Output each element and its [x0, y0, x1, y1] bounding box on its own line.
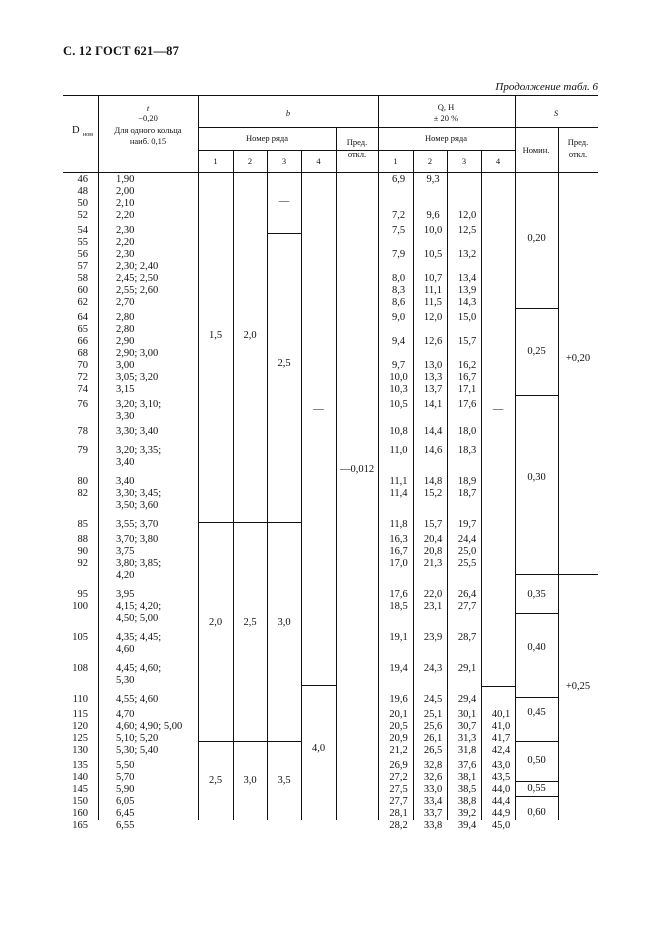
- s-nominal: 0,55: [527, 783, 546, 794]
- b-dash: —: [278, 196, 290, 207]
- t-cell: 5,90: [116, 784, 135, 795]
- q-cell: 17,6: [457, 399, 477, 410]
- q-cell: 8,0: [391, 273, 406, 284]
- t-cell: 5,30; 5,40: [116, 745, 159, 756]
- t-cell: 2,80: [116, 324, 135, 335]
- dnom-cell: 54: [77, 225, 88, 236]
- t-cell: 2,45; 2,50: [116, 273, 159, 284]
- dnom-cell: 48: [77, 186, 88, 197]
- s-nominal: 0,40: [527, 642, 546, 653]
- t-cell: 6,55: [116, 820, 135, 831]
- b-series-num-1: 1: [213, 156, 218, 166]
- q-cell: 8,3: [391, 285, 406, 296]
- t-cell: 3,15: [116, 384, 135, 395]
- q-cell: 10,5: [389, 399, 408, 410]
- t-header-desc: Для одного кольца наиб. 0,15: [114, 125, 182, 146]
- b-value: 2,5: [243, 617, 257, 628]
- t-cell: 2,20: [116, 237, 135, 248]
- q-cell: 12,6: [423, 336, 443, 347]
- b-value: 2,0: [208, 617, 223, 628]
- q-cell: 41,7: [491, 733, 511, 744]
- q-cell: 45,0: [491, 820, 511, 831]
- s-nominal: 0,35: [527, 589, 546, 600]
- b-value: 2,5: [208, 775, 223, 786]
- q-cell: 44,9: [491, 808, 511, 819]
- t-cell: 4,55; 4,60: [116, 694, 159, 705]
- q-row-number: Номер ряда: [424, 133, 467, 143]
- b-series-num-2: 2: [247, 156, 253, 166]
- dnom-cell: 55: [77, 237, 88, 248]
- q-cell: 16,7: [457, 372, 477, 383]
- t-cell: 5,70: [116, 772, 135, 783]
- s-group-rule: [515, 574, 558, 575]
- dnom-cell: 58: [77, 273, 88, 284]
- q-cell: 24,4: [457, 534, 477, 545]
- q-cell: 11,0: [389, 445, 408, 456]
- q-cell: 38,1: [457, 772, 477, 783]
- q-cell: 19,6: [389, 694, 408, 705]
- q-cell: 43,5: [491, 772, 511, 783]
- q-cell: 28,2: [389, 820, 408, 831]
- q-cell: 19,4: [389, 663, 408, 674]
- s-header: S: [553, 108, 559, 118]
- dnom-header: D: [72, 125, 80, 136]
- dnom-cell: 85: [77, 519, 88, 530]
- dnom-cell: 100: [72, 601, 88, 612]
- dnom-cell: 130: [72, 745, 88, 756]
- t-cell: 6,45: [116, 808, 135, 819]
- q-cell: 9,0: [391, 312, 406, 323]
- q-cell: 26,9: [389, 760, 408, 771]
- dnom-cell: 135: [72, 760, 88, 771]
- dnom-cell: 82: [77, 488, 88, 499]
- dnom-cell: 120: [72, 721, 88, 732]
- q-cell: 18,7: [457, 488, 477, 499]
- t-cell: 3,05; 3,20: [116, 372, 159, 383]
- q-cell: 30,7: [457, 721, 477, 732]
- dnom-cell: 66: [77, 336, 88, 347]
- q-cell: 42,4: [491, 745, 511, 756]
- q-cell: 13,3: [423, 372, 443, 383]
- dnom-cell: 125: [72, 733, 88, 744]
- q-cell: 15,0: [457, 312, 477, 323]
- t-cell: 4,60; 4,90; 5,00: [116, 721, 183, 732]
- q-cell: 20,8: [423, 546, 443, 557]
- q-cell: 17,6: [389, 589, 408, 600]
- dnom-cell: 50: [77, 198, 88, 209]
- q-cell: 17,1: [457, 384, 477, 395]
- q-cell: 14,3: [457, 297, 477, 308]
- t-cell: 3,30; 3,45;: [116, 488, 162, 499]
- t-cell: 3,40: [116, 476, 135, 487]
- dnom-header-sub: ном: [83, 132, 93, 138]
- q-cell: 13,4: [457, 273, 477, 284]
- t-cell-cont: 4,50; 5,00: [116, 613, 159, 624]
- q-cell: 13,7: [423, 384, 443, 395]
- dnom-cell: 92: [77, 558, 88, 569]
- s-nominal: 0,25: [527, 346, 546, 357]
- t-cell: 2,90: [116, 336, 135, 347]
- dnom-cell: 79: [77, 445, 88, 456]
- q-cell: 24,5: [423, 694, 443, 705]
- q-cell: 37,6: [457, 760, 477, 771]
- q-cell: 13,0: [423, 360, 443, 371]
- t-cell: 4,15; 4,20;: [116, 601, 162, 612]
- q-series-num-4: 4: [495, 156, 501, 166]
- b-value: 3,0: [277, 617, 291, 628]
- q-cell: 18,5: [389, 601, 408, 612]
- dnom-cell: 52: [77, 210, 88, 221]
- q-cell: 16,7: [389, 546, 408, 557]
- q-cell: 13,9: [457, 285, 477, 296]
- q-cell: 11,5: [424, 297, 442, 308]
- b-value: 3,0: [243, 775, 257, 786]
- t-cell: 2,80: [116, 312, 135, 323]
- dnom-cell: 110: [72, 694, 88, 705]
- t-cell: 5,50: [116, 760, 135, 771]
- q-cell: 33,7: [423, 808, 443, 819]
- dnom-cell: 65: [77, 324, 88, 335]
- b-header-symbol: b: [285, 108, 291, 118]
- q-cell: 26,5: [423, 745, 443, 756]
- b-group-rule: [198, 741, 301, 742]
- b-value: 2,5: [277, 358, 291, 369]
- t-cell: 2,70: [116, 297, 135, 308]
- b-group-rule: [301, 685, 336, 686]
- q-cell: 9,3: [426, 174, 440, 185]
- q-cell: 8,6: [391, 297, 406, 308]
- table-top-rule: [63, 95, 598, 96]
- t-cell: 2,00: [116, 186, 135, 197]
- q-cell: 29,4: [457, 694, 477, 705]
- q-cell: 9,6: [426, 210, 440, 221]
- s-tolerance: +0,20: [565, 353, 591, 364]
- q-cell: 39,4: [457, 820, 477, 831]
- t-header-symbol: t: [146, 103, 150, 113]
- q-cell: 14,1: [423, 399, 443, 410]
- dnom-cell: 74: [77, 384, 88, 395]
- q-cell: 31,3: [457, 733, 477, 744]
- s-nomin-header: Номин.: [522, 145, 550, 155]
- dnom-cell: 88: [77, 534, 88, 545]
- t-cell: 3,75: [116, 546, 135, 557]
- dnom-cell: 105: [72, 632, 88, 643]
- b-value: 4,0: [311, 743, 326, 754]
- column-rule: [301, 150, 302, 820]
- q-cell: 9,7: [391, 360, 406, 371]
- s-group-rule: [515, 308, 558, 309]
- q-cell: 10,3: [389, 384, 408, 395]
- q-cell: 24,3: [423, 663, 443, 674]
- s-group-rule: [515, 613, 558, 614]
- q-cell: 38,5: [457, 784, 477, 795]
- t-cell: 2,55; 2,60: [116, 285, 159, 296]
- dnom-cell: 64: [77, 312, 88, 323]
- q-cell: 25,6: [423, 721, 443, 732]
- q-cell: 23,9: [423, 632, 443, 643]
- dnom-cell: 140: [72, 772, 88, 783]
- t-cell: 4,70: [116, 709, 135, 720]
- t-cell: 3,30; 3,40: [116, 426, 159, 437]
- t-cell: 3,95: [116, 589, 135, 600]
- q-series-num-3: 3: [461, 156, 467, 166]
- b-pred-otkl: Пред. откл.: [346, 137, 368, 159]
- s-group-rule: [515, 781, 558, 782]
- q-cell: 6,9: [391, 174, 406, 185]
- t-cell-cont: 3,30: [116, 411, 135, 422]
- b-tolerance: —0,012: [339, 464, 375, 475]
- q-cell: 25,5: [457, 558, 477, 569]
- q-cell: 10,0: [423, 225, 443, 236]
- t-cell-cont: 3,50; 3,60: [116, 500, 159, 511]
- q-cell: 12,5: [457, 225, 477, 236]
- q-cell: 27,7: [457, 601, 477, 612]
- t-header-tol: −0,20: [138, 113, 158, 123]
- column-rule: [558, 127, 559, 820]
- dnom-cell: 56: [77, 249, 88, 260]
- q-cell: 41,0: [491, 721, 511, 732]
- q-cell: 16,2: [457, 360, 477, 371]
- q-cell: 21,2: [389, 745, 408, 756]
- q-cell: 20,5: [389, 721, 408, 732]
- q-cell: 27,2: [389, 772, 408, 783]
- q-cell: 21,3: [423, 558, 443, 569]
- dnom-cell: 46: [77, 174, 88, 185]
- q-cell: 11,1: [424, 285, 442, 296]
- t-cell: 4,45; 4,60;: [116, 663, 162, 674]
- q-cell: 15,2: [423, 488, 443, 499]
- column-rule: [198, 95, 199, 820]
- s-nominal: 0,50: [527, 755, 546, 766]
- s-nominal: 0,30: [527, 472, 546, 483]
- dnom-cell: 145: [72, 784, 88, 795]
- t-cell: 6,05: [116, 796, 135, 807]
- header-bottom-rule: [63, 172, 598, 173]
- q-series-num-2: 2: [427, 156, 433, 166]
- column-rule: [378, 95, 379, 820]
- s-nominal: 0,60: [527, 807, 546, 818]
- q-cell: 7,2: [391, 210, 406, 221]
- q-cell: 38,8: [457, 796, 477, 807]
- b-value: 2,0: [243, 330, 257, 341]
- q-cell: 7,5: [391, 225, 406, 236]
- dnom-cell: 68: [77, 348, 88, 359]
- s-group-rule: [515, 697, 558, 698]
- b-value: 3,5: [277, 775, 291, 786]
- t-cell-cont: 3,40: [116, 457, 135, 468]
- t-cell: 1,90: [116, 174, 135, 185]
- q-cell: 19,1: [389, 632, 408, 643]
- q-cell: 40,1: [491, 709, 511, 720]
- dnom-cell: 72: [77, 372, 88, 383]
- q-cell: 33,4: [423, 796, 443, 807]
- q-cell: 15,7: [457, 336, 477, 347]
- dnom-cell: 115: [72, 709, 88, 720]
- column-rule: [233, 150, 234, 820]
- b-group-rule: [267, 233, 301, 234]
- q-cell: 22,0: [423, 589, 443, 600]
- s-pred-otkl-header: Пред. откл.: [567, 137, 589, 159]
- q-cell: 18,9: [457, 476, 477, 487]
- s-group-rule: [515, 796, 558, 797]
- continuation-label: Продолжение табл. 6: [495, 81, 598, 93]
- q-cell: 25,0: [457, 546, 477, 557]
- s-tolerance: +0,25: [565, 681, 591, 692]
- q-header-tol: ± 20 %: [433, 113, 459, 123]
- t-cell: 3,55; 3,70: [116, 519, 159, 530]
- t-cell: 2,30: [116, 225, 135, 236]
- dnom-cell: 160: [72, 808, 88, 819]
- t-cell-cont: 4,60: [116, 644, 135, 655]
- dnom-cell: 70: [77, 360, 88, 371]
- q-cell: 10,0: [389, 372, 408, 383]
- q-cell: 26,4: [457, 589, 477, 600]
- t-cell: 2,10: [116, 198, 135, 209]
- s-group-rule: [515, 741, 558, 742]
- q-cell: 23,1: [423, 601, 443, 612]
- q-cell: 14,8: [423, 476, 443, 487]
- q-cell: 29,1: [457, 663, 477, 674]
- q4-dash: —: [492, 404, 504, 415]
- q-cell: 19,7: [457, 519, 477, 530]
- q-cell: 28,7: [457, 632, 477, 643]
- t-cell: 2,90; 3,00: [116, 348, 159, 359]
- dnom-cell: 108: [72, 663, 88, 674]
- q-cell: 33,0: [423, 784, 443, 795]
- q-cell: 10,8: [389, 426, 408, 437]
- q-cell: 9,4: [391, 336, 406, 347]
- q-cell: 20,9: [389, 733, 408, 744]
- q-cell: 44,4: [491, 796, 511, 807]
- dnom-cell: 95: [77, 589, 88, 600]
- q-cell: 33,8: [423, 820, 443, 831]
- dnom-cell: 60: [77, 285, 88, 296]
- q-cell: 30,1: [457, 709, 477, 720]
- b-dash: —: [313, 404, 324, 415]
- dnom-cell: 78: [77, 426, 88, 437]
- header-rule: [198, 127, 598, 128]
- q-cell: 10,5: [423, 249, 443, 260]
- q-group-rule: [481, 686, 515, 687]
- b-series-num-4: 4: [316, 156, 321, 166]
- q-cell: 43,0: [491, 760, 511, 771]
- q-cell: 16,3: [389, 534, 408, 545]
- dnom-cell: 62: [77, 297, 88, 308]
- q-cell: 11,4: [389, 488, 408, 499]
- q-cell: 13,2: [457, 249, 477, 260]
- q-cell: 27,7: [389, 796, 408, 807]
- dnom-cell: 76: [77, 399, 88, 410]
- b-row-number: Номер ряда: [245, 133, 288, 143]
- s-group-rule: [515, 395, 558, 396]
- q-cell: 39,2: [457, 808, 477, 819]
- dnom-cell: 150: [72, 796, 88, 807]
- q-cell: 31,8: [457, 745, 477, 756]
- t-cell: 3,00: [116, 360, 135, 371]
- column-rule: [98, 95, 99, 820]
- t-cell-cont: 4,20: [116, 570, 135, 581]
- q-cell: 17,0: [389, 558, 408, 569]
- q-cell: 14,4: [423, 426, 443, 437]
- page-header: С. 12 ГОСТ 621—87: [63, 44, 180, 58]
- t-cell: 2,30: [116, 249, 135, 260]
- q-cell: 10,7: [423, 273, 443, 284]
- t-cell: 3,20; 3,35;: [116, 445, 162, 456]
- t-cell: 2,30; 2,40: [116, 261, 159, 272]
- t-cell-cont: 5,30: [116, 675, 135, 686]
- q-cell: 20,4: [423, 534, 443, 545]
- t-cell: 3,20; 3,10;: [116, 399, 162, 410]
- q-cell: 44,0: [491, 784, 511, 795]
- q-cell: 28,1: [389, 808, 408, 819]
- q-header: Q, Н: [437, 102, 455, 112]
- q-cell: 15,7: [423, 519, 443, 530]
- t-cell: 3,70; 3,80: [116, 534, 159, 545]
- t-cell: 5,10; 5,20: [116, 733, 159, 744]
- q-cell: 18,3: [457, 445, 477, 456]
- dnom-cell: 80: [77, 476, 88, 487]
- b-value: 1,5: [208, 330, 223, 341]
- q-cell: 26,1: [423, 733, 443, 744]
- dnom-cell: 57: [77, 261, 88, 272]
- q-cell: 20,1: [389, 709, 408, 720]
- s-tol-rule: [558, 574, 598, 575]
- q-cell: 32,6: [423, 772, 443, 783]
- column-rule: [267, 150, 268, 820]
- q-cell: 11,1: [389, 476, 408, 487]
- t-cell: 4,35; 4,45;: [116, 632, 162, 643]
- q-cell: 11,8: [389, 519, 408, 530]
- t-cell: 3,80; 3,85;: [116, 558, 162, 569]
- q-series-num-1: 1: [393, 156, 398, 166]
- q-cell: 18,0: [457, 426, 477, 437]
- dnom-cell: 165: [72, 820, 88, 831]
- q-cell: 12,0: [457, 210, 477, 221]
- q-cell: 7,9: [391, 249, 406, 260]
- dnom-cell: 90: [77, 546, 88, 557]
- q-cell: 27,5: [389, 784, 408, 795]
- q-cell: 14,6: [423, 445, 443, 456]
- b-group-rule: [198, 522, 301, 523]
- b-series-num-3: 3: [281, 156, 287, 166]
- s-nominal: 0,20: [527, 233, 546, 244]
- q-cell: 32,8: [423, 760, 443, 771]
- q-cell: 25,1: [423, 709, 443, 720]
- t-cell: 2,20: [116, 210, 135, 221]
- s-nominal: 0,45: [527, 707, 546, 718]
- q-cell: 12,0: [423, 312, 443, 323]
